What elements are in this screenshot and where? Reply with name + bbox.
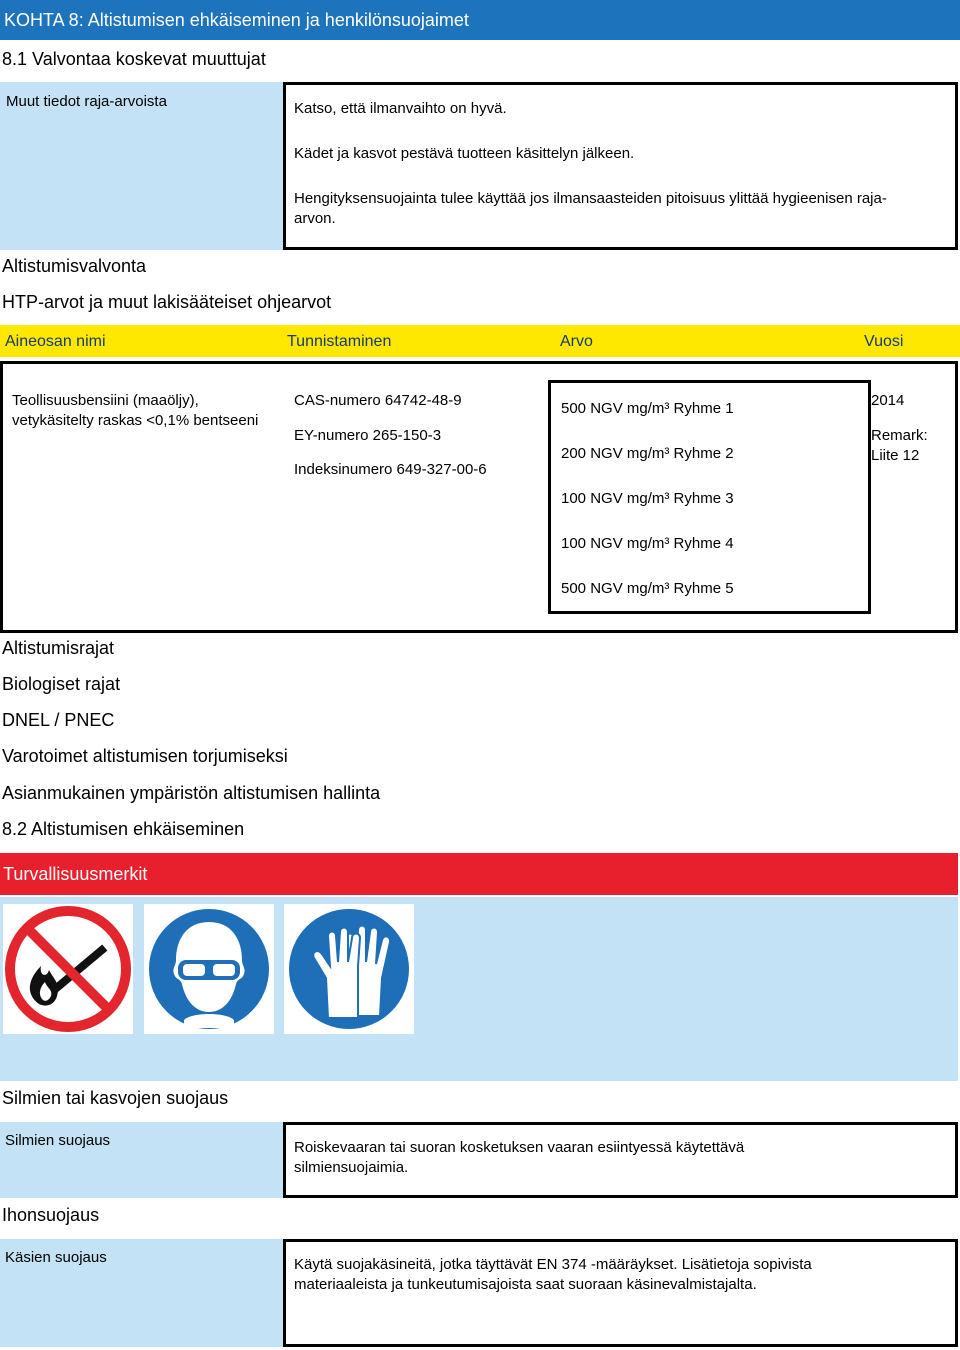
biological-limits-heading: Biologiset rajat [2,674,121,694]
value-group-4: 100 NGV mg/m³ Ryhme 4 [561,535,734,552]
hand-protection-block [0,1239,958,1347]
value-group-3: 100 NGV mg/m³ Ryhme 3 [561,490,734,507]
value-group-5: 500 NGV mg/m³ Ryhme 5 [561,580,734,597]
section-title: KOHTA 8: Altistumisen ehkäiseminen ja henkilönsuojaimet [0,0,960,40]
cas-number: CAS-numero 64742-48-9 [294,392,462,409]
other-info-label: Muut tiedot raja-arvoista [6,93,167,110]
eye-face-protection-heading: Silmien tai kasvojen suojaus [2,1088,229,1108]
substance-name: Teollisuusbensiini (maaöljy), vetykäsitelty raskas <0,1% bentseeni [12,392,259,429]
subsection-8-2-title: 8.2 Altistumisen ehkäiseminen [2,819,245,839]
no-open-flame-icon [3,904,133,1034]
ec-number: EY-numero 265-150-3 [294,427,442,444]
col-header-year: Vuosi [864,333,904,350]
col-header-name: Aineosan nimi [5,333,106,350]
col-header-value: Arvo [560,333,593,350]
table-row [0,361,958,633]
hand-protection-box [283,1239,958,1347]
value-group-2: 200 NGV mg/m³ Ryhme 2 [561,445,734,462]
index-number: Indeksinumero 649-327-00-6 [294,461,487,478]
gloves-icon [284,904,414,1034]
hand-protection-text: Käytä suojakäsineitä, jotka täyttävät EN 374 -määräykset. Lisätietoja sopivista materiaaleista ja tunkeutumisajoista saat suoraan käsinevalmistajalta. [294,1256,812,1293]
note-wash: Kädet ja kasvot pestävä tuotteen käsittelyn jälkeen. [294,145,635,162]
dnel-pnec-heading: DNEL / PNEC [2,710,115,730]
htp-heading: HTP-arvot ja muut lakisääteiset ohjearvot [2,292,332,312]
col-header-identification: Tunnistaminen [287,333,392,350]
eye-protection-icon [144,904,274,1034]
precautions-heading: Varotoimet altistumisen torjumiseksi [2,746,288,766]
year-value: 2014 [871,392,905,409]
year-remark: Remark: Liite 12 [871,427,928,464]
exposure-control-heading: Altistumisvalvonta [2,256,147,276]
note-respirator: Hengityksensuojainta tulee käyttää jos ilmansaasteiden pitoisuus ylittää hygieenisen raja-arvon. [294,190,887,227]
hand-protection-label: Käsien suojaus [5,1249,107,1266]
environmental-exposure-heading: Asianmukainen ympäristön altistumisen hallinta [2,783,381,803]
value-box [548,380,871,614]
eye-protection-text: Roiskevaaran tai suoran kosketuksen vaaran esiintyessä käytettävä silmiensuojaimia. [294,1139,745,1176]
exposure-limits-heading: Altistumisrajat [2,638,115,658]
safety-signs-heading: Turvallisuusmerkit [0,853,958,895]
eye-protection-block [0,1122,958,1198]
value-group-1: 500 NGV mg/m³ Ryhme 1 [561,400,734,417]
table-header [0,325,960,357]
other-info-block [0,82,958,250]
eye-protection-label: Silmien suojaus [5,1132,111,1149]
eye-protection-box [283,1122,958,1198]
subsection-8-1-title: 8.1 Valvontaa koskevat muuttujat [2,49,266,69]
other-info-box [283,82,958,250]
skin-protection-heading: Ihonsuojaus [2,1205,100,1225]
note-ventilation: Katso, että ilmanvaihto on hyvä. [294,100,507,117]
